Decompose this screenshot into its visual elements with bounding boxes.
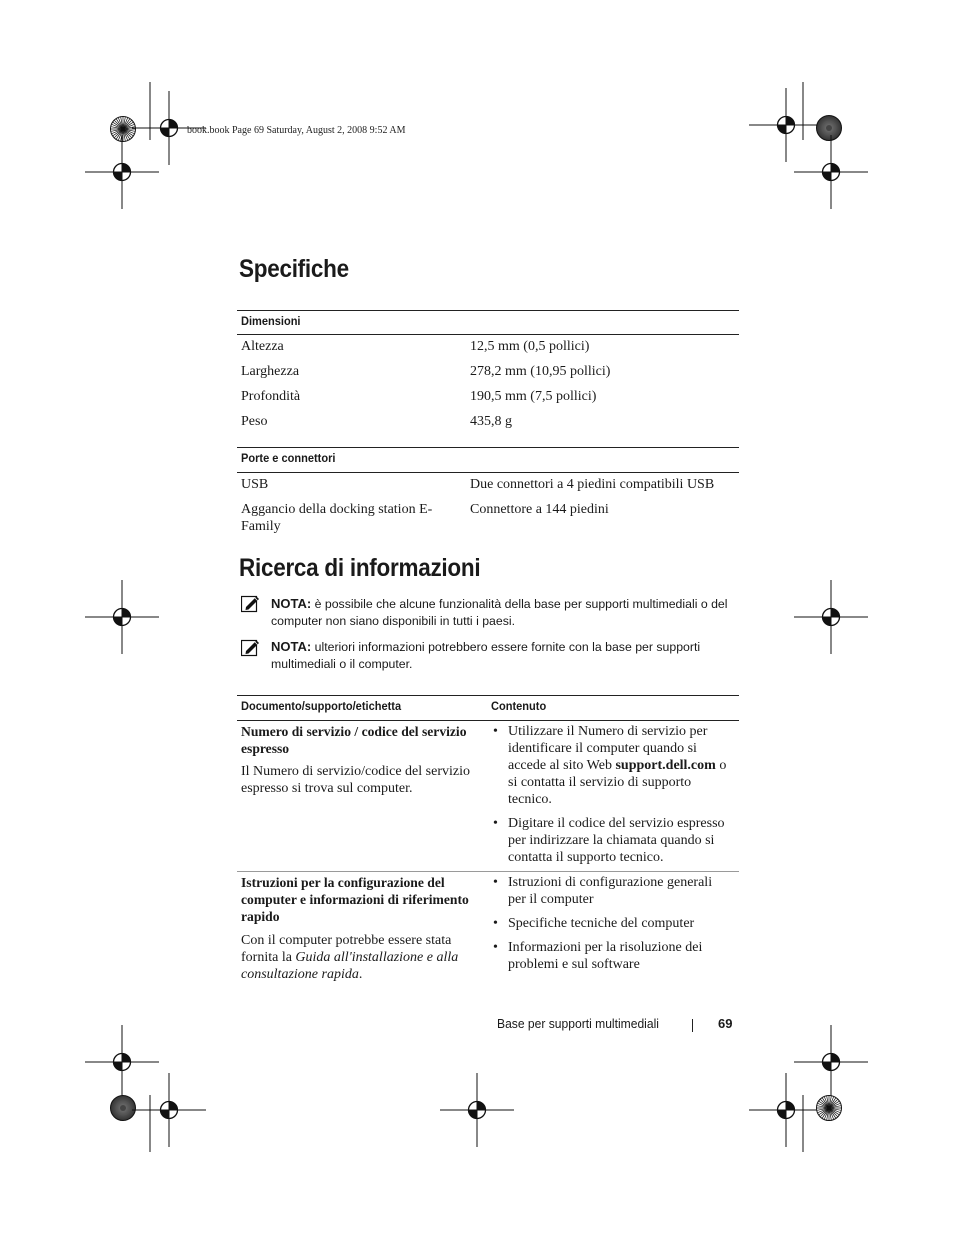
bullet-text: Digitare il codice del servizio espresso per indirizzare la chiamata quando si contatta il supporto tecnico. bbox=[508, 816, 725, 865]
support-link: support.dell.com bbox=[615, 758, 716, 773]
spec-label: Larghezza bbox=[241, 364, 300, 379]
spec-label: Altezza bbox=[241, 339, 284, 354]
rule bbox=[237, 310, 739, 311]
note-label: NOTA: bbox=[271, 596, 312, 611]
note-2 bbox=[271, 638, 731, 673]
rule bbox=[237, 472, 739, 473]
note-label: NOTA: bbox=[271, 639, 312, 654]
rule bbox=[237, 720, 739, 721]
page-number: 69 bbox=[718, 1016, 733, 1031]
note-pencil-icon bbox=[241, 594, 261, 613]
note-text: ulteriori informazioni potrebbero essere fornite con la base per supporti multimediali o il computer. bbox=[271, 640, 701, 671]
row-desc bbox=[241, 932, 479, 983]
rule bbox=[237, 447, 739, 448]
ports-heading: Porte e connettori bbox=[241, 451, 336, 465]
bullet-text: o si contatta il servizio di supporto tecnico. bbox=[508, 758, 727, 807]
spec-label: USB bbox=[241, 477, 269, 492]
rule bbox=[237, 871, 739, 872]
guide-title: Guida all'installazione e alla consultazione rapida bbox=[241, 950, 459, 982]
row-desc: Il Numero di servizio/codice del servizio espresso si trova sul computer. bbox=[241, 764, 470, 796]
rule bbox=[237, 695, 739, 696]
list-item: • Utilizzare il Numero di servizio per identificare il computer quando si accede al sito Web support.dell.com o si contatta il servizio di supporto tecnico. bbox=[493, 724, 727, 807]
dimensions-heading: Dimensioni bbox=[241, 314, 301, 328]
note-1 bbox=[271, 595, 731, 630]
spec-value: Due connettori a 4 piedini compatibili USB bbox=[470, 477, 715, 492]
spec-value: 12,5 mm (0,5 pollici) bbox=[470, 339, 590, 354]
desc-text: . bbox=[358, 967, 363, 982]
table-header-content: Contenuto bbox=[491, 699, 547, 713]
desc-text: Con il computer potrebbe essere stata fornita la bbox=[241, 933, 452, 965]
bullet-text: Utilizzare il Numero di servizio per identificare il computer quando si accede al sito Web bbox=[508, 724, 708, 773]
list-item: • Istruzioni di configurazione generali per il computer bbox=[493, 875, 713, 907]
spec-label: Aggancio della docking station E-Family bbox=[241, 502, 433, 534]
note-text: è possibile che alcune funzionalità della base per supporti multimediali o del computer non siano disponibili in tutti i paesi. bbox=[271, 597, 728, 628]
bullet-text: Istruzioni di configurazione generali per il computer bbox=[508, 875, 713, 907]
spec-value: 435,8 g bbox=[470, 414, 512, 429]
note-pencil-icon bbox=[241, 638, 261, 657]
row-bullets bbox=[493, 874, 733, 980]
bullet-text: Informazioni per la risoluzione dei problemi e sul software bbox=[508, 940, 703, 972]
list-item: • Specifiche tecniche del computer bbox=[493, 916, 695, 931]
spec-value: 190,5 mm (7,5 pollici) bbox=[470, 389, 597, 404]
spec-value: 278,2 mm (10,95 pollici) bbox=[470, 364, 611, 379]
spec-label: Profondità bbox=[241, 389, 301, 404]
table-header-document: Documento/supporto/etichetta bbox=[241, 699, 402, 713]
print-header: book.book Page 69 Saturday, August 2, 2008 9:52 AM bbox=[187, 125, 406, 136]
spec-value: Connettore a 144 piedini bbox=[470, 502, 609, 517]
list-item: • Digitare il codice del servizio espresso per indirizzare la chiamata quando si contatta il supporto tecnico. bbox=[493, 816, 725, 865]
footer-separator bbox=[692, 1019, 693, 1032]
info-title: Ricerca di informazioni bbox=[239, 554, 481, 582]
bullet-text: Specifiche tecniche del computer bbox=[508, 916, 695, 931]
footer-chapter: Base per supporti multimediali bbox=[497, 1016, 659, 1031]
rule bbox=[237, 334, 739, 335]
list-item: • Informazioni per la risoluzione dei problemi e sul software bbox=[493, 940, 703, 972]
row-title: Istruzioni per la configurazione del computer e informazioni di riferimento rapido bbox=[241, 875, 469, 924]
row-title: Numero di servizio / codice del servizio espresso bbox=[241, 724, 467, 756]
spec-label: Peso bbox=[241, 414, 268, 429]
specs-title: Specifiche bbox=[239, 255, 349, 283]
row-bullets bbox=[493, 723, 733, 873]
